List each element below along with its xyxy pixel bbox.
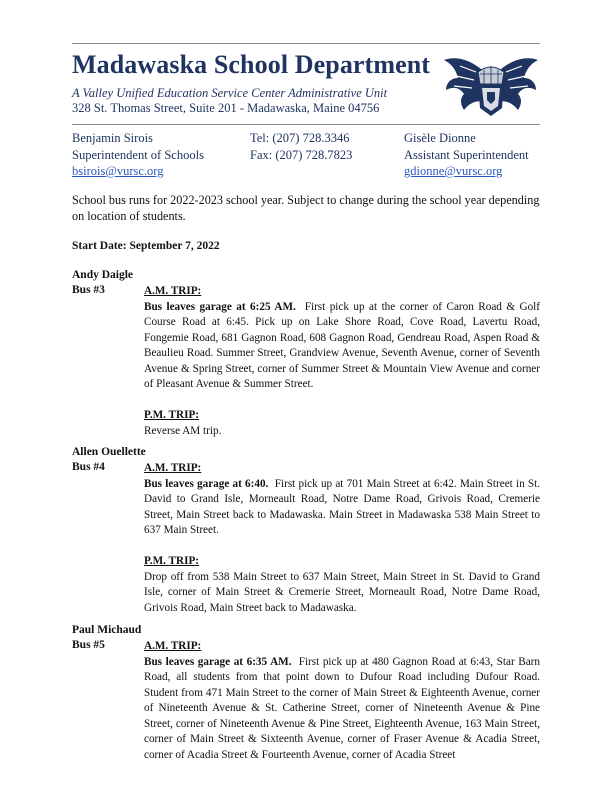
am-route-text: First pick up at the corner of Caron Road & Golf Course Road at 6:45. Pick up on Lake Shore Road, Cove Road, Lavertu Road, Fongemie Road, 681 Gagnon Road, 608 Gagnon Road, Gendreau Road, Aspen Road & Beaulieu Road. Summer Street, Grandview Avenue, Seventh Avenue, corner of Seventh Avenue & Spring Street, corner of Summer Street & Mountain View Avenue and corner of Pleasant Avenue & Summer Street.: [144, 300, 540, 390]
assistant-role: Assistant Superintendent: [404, 147, 529, 162]
am-trip-description: [144, 300, 540, 393]
superintendent-contact: [72, 130, 204, 180]
start-date: Start Date: September 7, 2022: [72, 240, 220, 252]
superintendent-name: Benjamin Sirois: [72, 131, 153, 145]
am-trip-description: [144, 477, 540, 539]
am-departure-time: Bus leaves garage at 6:25 AM.: [144, 300, 296, 313]
am-departure-time: Bus leaves garage at 6:40.: [144, 477, 269, 490]
letterhead-subtitle: A Valley Unified Education Service Center Administrative Unit: [72, 86, 388, 100]
letterhead-address: 328 St. Thomas Street, Suite 201 - Madawaska, Maine 04756: [72, 101, 380, 115]
am-departure-time: Bus leaves garage at 6:35 AM.: [144, 655, 292, 668]
fax-number: Fax: (207) 728.7823: [250, 147, 353, 162]
intro-paragraph: School bus runs for 2022-2023 school year. Subject to change during the school year depending on location of students.: [72, 193, 540, 223]
letterhead-title: Madawaska School Department: [72, 50, 431, 79]
pm-route-text: Reverse AM trip.: [144, 424, 222, 437]
superintendent-role: Superintendent of Schools: [72, 147, 204, 162]
am-trip-heading: A.M. TRIP:: [144, 285, 202, 297]
top-rule: [72, 43, 540, 44]
bus-number: Bus #3: [72, 284, 105, 296]
bus-number: Bus #4: [72, 461, 105, 473]
am-route-text: First pick up at 701 Main Street at 6:42. Main Street in St. David to Grand Isle, Morneault Road, Notre Dame Road, Grivois Road, Cremerie Street, Main Street back to Madawaska. Main Street in Madawaska 538 Main Street to 637 Main Street.: [144, 477, 540, 536]
pm-trip-heading: P.M. TRIP:: [144, 555, 200, 567]
route-details: [144, 284, 540, 439]
driver-name: Paul Michaud: [72, 624, 142, 636]
driver-name: Andy Daigle: [72, 269, 134, 281]
bus-number: Bus #5: [72, 639, 105, 651]
header-rule: [72, 124, 540, 125]
route-details: [144, 461, 540, 616]
route-details: [144, 639, 540, 763]
am-trip-heading: A.M. TRIP:: [144, 462, 202, 474]
driver-name: Allen Ouellette: [72, 446, 146, 458]
office-phone-block: [250, 130, 352, 163]
telephone-number: Tel: (207) 728.3346: [250, 131, 350, 145]
eagle-mascot-logo-icon: [442, 50, 540, 122]
am-route-text: First pick up at 480 Gagnon Road at 6:43, Star Barn Road, all students from that point down to Dufour Road including Dufour Road. Student from 471 Main Street to the corner of Main Street & Eighteenth Avenue, corner of Nineteenth Avenue & St. Catherine Street, corner of Nineteenth Avenue & Pine Street, corner of Nineteenth Avenue & Pine Street, Eighteenth Avenue, 163 Main Street, corner of Main Street & Sixteenth Avenue, corner of Fraser Avenue & Acadia Street, corner of Acadia Street & Fourteenth Avenue, corner of Acadia Street: [144, 655, 541, 761]
am-trip-description: [144, 655, 540, 764]
assistant-superintendent-contact: [404, 130, 529, 180]
pm-trip-heading: P.M. TRIP:: [144, 409, 200, 421]
assistant-email-link[interactable]: gdionne@vursc.org: [404, 164, 503, 178]
assistant-name: Gisèle Dionne: [404, 131, 476, 145]
pm-route-text: Drop off from 538 Main Street to 637 Main Street, Main Street in St. David to Grand Isle, corner of Main Street & Cremerie Street, Morneault Road, Notre Dame Road, Grivois Road, Main Street back to Madawaska.: [144, 570, 540, 614]
superintendent-email-link[interactable]: bsirois@vursc.org: [72, 164, 164, 178]
am-trip-heading: A.M. TRIP:: [144, 640, 202, 652]
